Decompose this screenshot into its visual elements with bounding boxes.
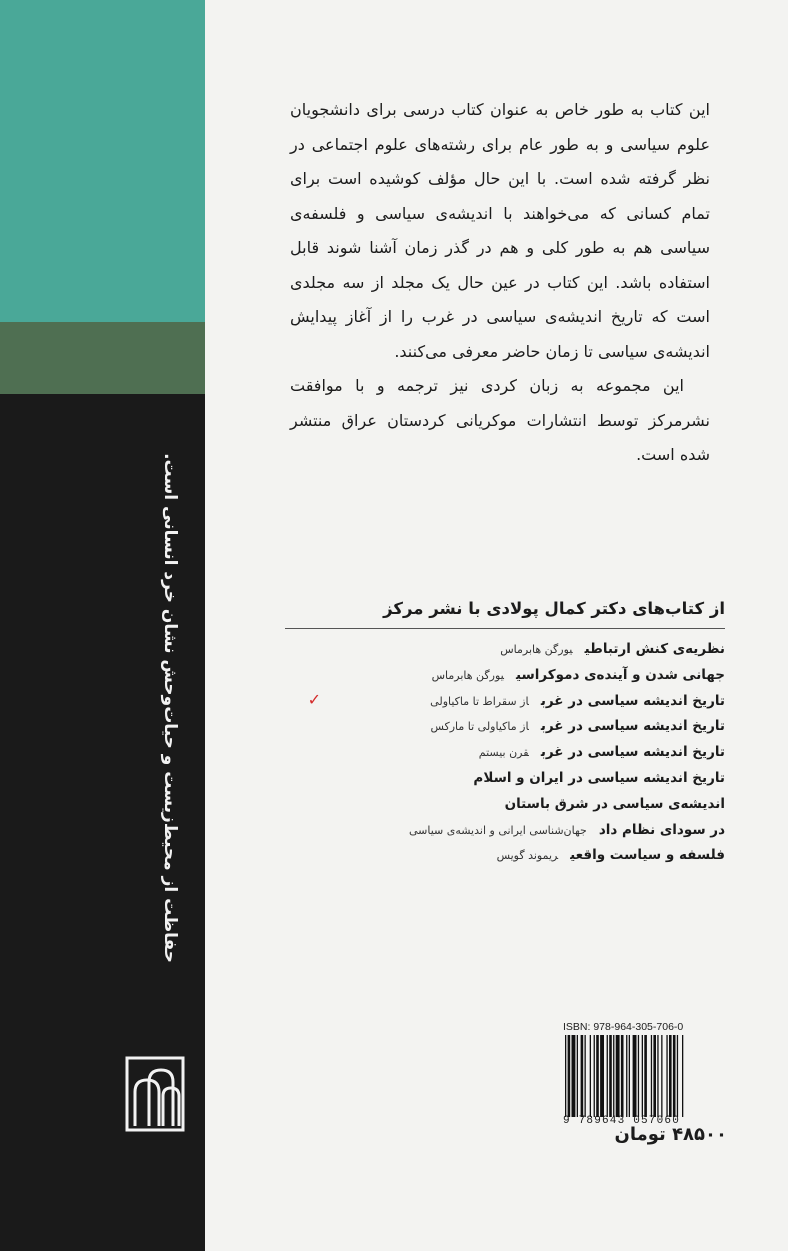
book-subtitle: یورگن هابرماس xyxy=(431,668,504,682)
barcode-bar xyxy=(626,1035,627,1117)
checkmark-icon: ✓ xyxy=(307,689,321,709)
book-list xyxy=(307,635,725,867)
book-title: تاریخ اندیشه سیاسی در غرب xyxy=(540,692,725,709)
barcode-bar xyxy=(594,1035,595,1117)
book-title: تاریخ اندیشه سیاسی در غرب xyxy=(540,744,725,761)
book-list-title: از کتاب‌های دکتر کمال پولادی با نشر مرکز xyxy=(285,596,725,629)
barcode-bar xyxy=(609,1035,612,1117)
barcode-bar xyxy=(572,1035,576,1117)
barcode-bar xyxy=(669,1035,672,1117)
book-list-item xyxy=(325,738,725,764)
barcode xyxy=(563,1035,731,1117)
barcode-bar xyxy=(657,1035,658,1117)
book-list-item xyxy=(325,790,725,816)
barcode-bar xyxy=(661,1035,662,1117)
book-subtitle: از سقراط تا ماکیاولی xyxy=(430,694,529,708)
barcode-bar xyxy=(666,1035,667,1117)
book-list-item xyxy=(325,635,725,661)
barcode-bar xyxy=(596,1035,599,1117)
book-title: تاریخ اندیشه سیاسی در ایران و اسلام xyxy=(473,769,725,786)
barcode-bar xyxy=(673,1035,676,1117)
barcode-bar xyxy=(613,1035,614,1117)
barcode-bar xyxy=(565,1035,566,1117)
book-subtitle: قرن بیستم xyxy=(478,746,529,760)
barcode-bar xyxy=(682,1035,683,1117)
barcode-bar xyxy=(644,1035,647,1117)
spine-teal-band xyxy=(0,0,205,322)
publisher-logo-icon xyxy=(125,1056,185,1132)
price: ۴۸۵۰۰ تومان xyxy=(614,1124,727,1145)
book-title: تاریخ اندیشه سیاسی در غرب xyxy=(540,718,725,735)
barcode-bar xyxy=(581,1035,584,1117)
spine-green-band xyxy=(0,322,205,394)
barcode-bar xyxy=(568,1035,571,1117)
barcode-bar xyxy=(653,1035,656,1117)
book-subtitle: یورگن هابرماس xyxy=(500,643,573,656)
book-title: جهانی شدن و آینده‌ی دموکراسی xyxy=(516,666,725,683)
barcode-bar xyxy=(621,1035,624,1117)
book-title: نظریه‌ی کنش ارتباطی xyxy=(584,641,725,657)
barcode-digits: 9 789643 057060 xyxy=(563,1115,681,1127)
book-title: در سودای نظام داد xyxy=(598,821,725,838)
book-list-item xyxy=(325,712,725,738)
barcode-bar xyxy=(629,1035,630,1117)
barcode-bar xyxy=(633,1035,637,1117)
book-list-item xyxy=(325,661,725,687)
barcode-bar xyxy=(638,1035,639,1117)
barcode-bar xyxy=(577,1035,578,1117)
book-spine xyxy=(0,0,205,1251)
spine-slogan: حفاظت از محیط‌زیست و حیات‌وحش نشان خرد انسانی است. xyxy=(160,453,180,963)
barcode-bar xyxy=(590,1035,591,1117)
description-paragraph: این مجموعه به زبان کردی نیز ترجمه و با موافقت نشرمرکز توسط انتشارات موکریانی کردستان عراق منتشر شده است. xyxy=(290,376,710,464)
barcode-bar xyxy=(616,1035,620,1117)
book-list-item xyxy=(325,764,725,790)
isbn-label: ISBN: 978-964-305-706-0 xyxy=(563,1021,684,1033)
barcode-bar xyxy=(642,1035,643,1117)
book-title: فلسفه و سیاست واقعی xyxy=(570,847,725,864)
book-subtitle: از ماکیاولی تا مارکس xyxy=(430,720,529,734)
barcode-bar xyxy=(600,1035,604,1117)
book-subtitle: جهان‌شناسی ایرانی و اندیشه‌ی سیاسی xyxy=(408,823,587,837)
book-description xyxy=(290,93,710,473)
book-list-item xyxy=(307,687,725,713)
back-cover xyxy=(205,0,788,1251)
book-list-item xyxy=(325,816,725,842)
book-list-item xyxy=(325,841,725,867)
barcode-bar xyxy=(677,1035,678,1117)
book-subtitle: ریموند گویس xyxy=(496,849,559,863)
book-title: اندیشه‌ی سیاسی در شرق باستان xyxy=(504,795,725,812)
barcode-bar xyxy=(651,1035,652,1117)
description-paragraph: این کتاب به طور خاص به عنوان کتاب درسی برای دانشجویان علوم سیاسی و به طور عام برای رشته‌های علوم اجتماعی در نظر گرفته شده است. با این حال مؤلف کوشیده است برای تمام کسانی که می‌خواهند با اندیشه‌ی سیاسی و فلسفه‌ی سیاسی هم به طور کلی و هم در گذر زمان آشنا شوند قابل استفاده باشد. این کتاب در عین حال یک مجلد از سه مجلدی است که تاریخ اندیشه‌ی سیاسی در غرب را از آغاز پیدایش اندیشه‌ی سیاسی تا زمان حاضر معرفی می‌کنند. xyxy=(290,100,710,361)
barcode-bar xyxy=(607,1035,608,1117)
barcode-bar xyxy=(585,1035,586,1117)
